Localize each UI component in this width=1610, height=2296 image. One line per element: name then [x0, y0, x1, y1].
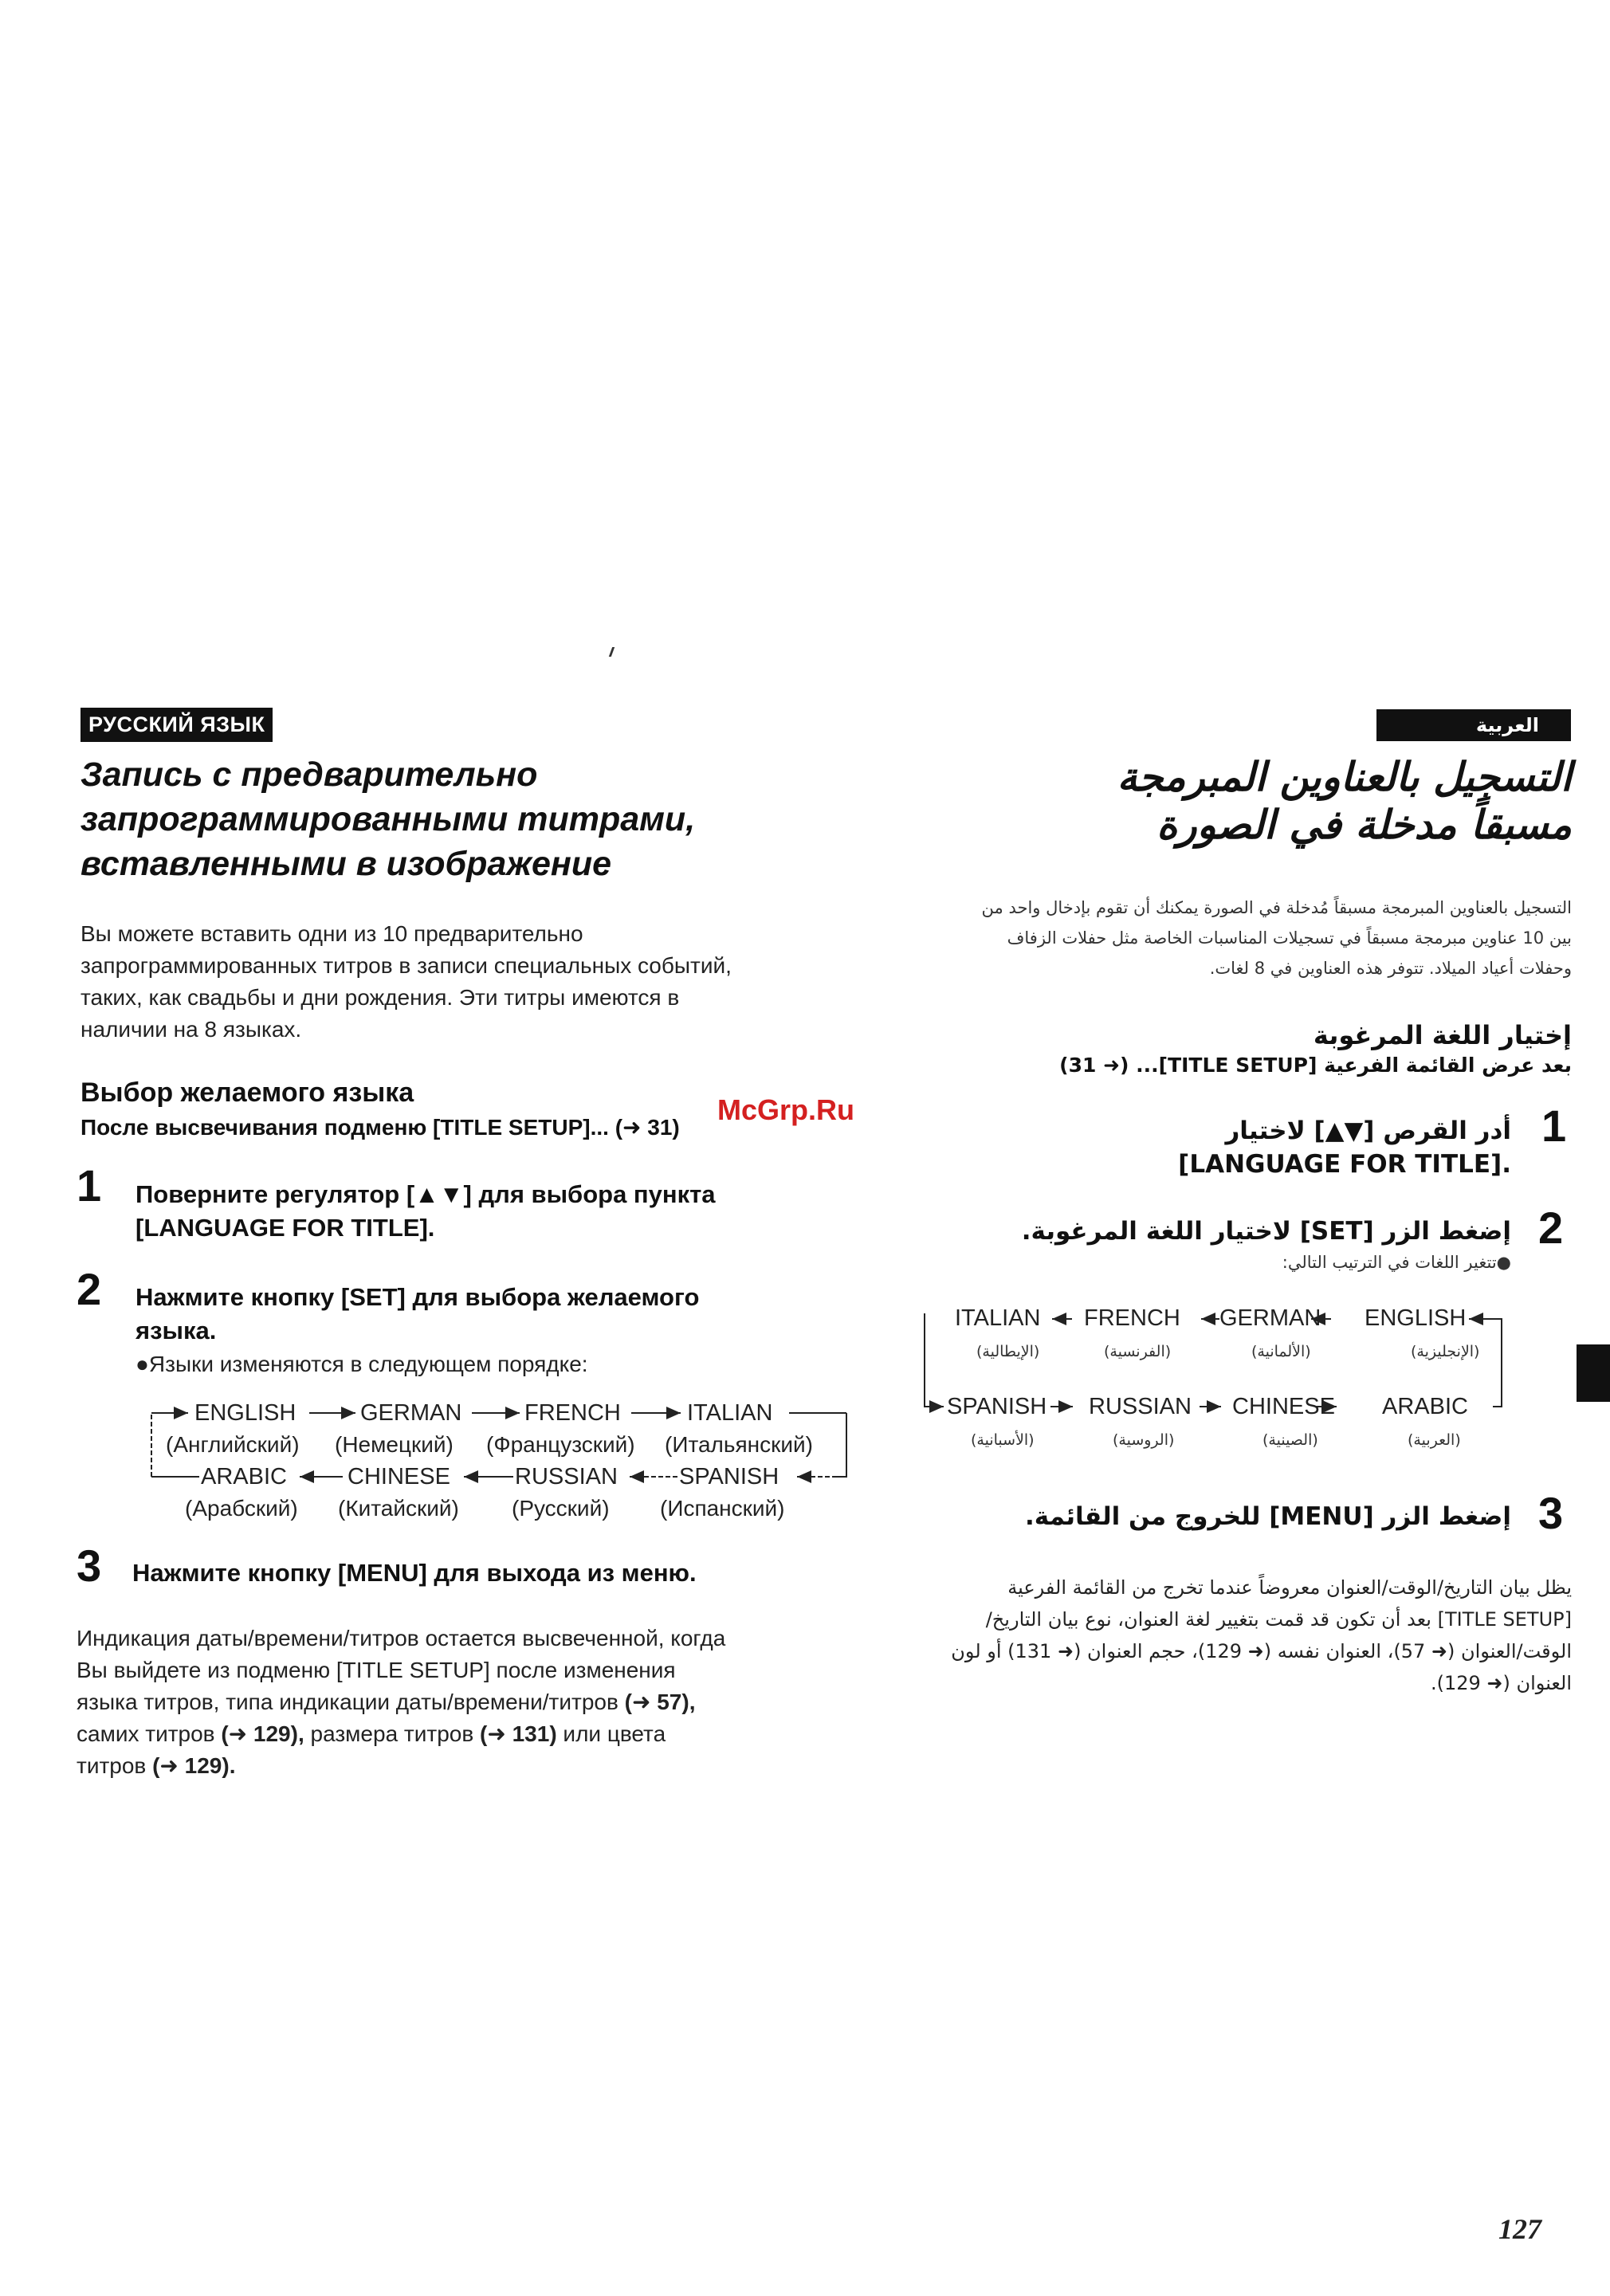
russian-language-badge: РУССКИЙ ЯЗЫК	[80, 708, 273, 742]
russian-subheading: Выбор желаемого языка	[80, 1077, 414, 1108]
cycle-lang-translation: (Французский)	[486, 1432, 635, 1457]
step-note: ●تتغير اللغات في الترتيب التالي:	[1282, 1253, 1511, 1272]
cycle-lang-translation: (الصينية)	[1262, 1431, 1318, 1449]
arabic-badge-label: العربية	[1475, 714, 1539, 736]
cycle-lang-translation: (Немецкий)	[335, 1432, 454, 1457]
step-number: 3	[1538, 1488, 1564, 1538]
note-line: العنوان (➜ 129).	[1430, 1672, 1572, 1694]
step-line: Нажмите кнопку [SET] для выбора желаемого	[135, 1283, 700, 1311]
arabic-title	[854, 753, 1572, 849]
title-line: Запись с предварительно	[80, 756, 538, 794]
cycle-lang-translation: (Арабский)	[185, 1496, 298, 1521]
step-text	[953, 1500, 1511, 1533]
step-line: Нажмите кнопку [MENU] для выхода из меню.	[132, 1559, 697, 1587]
cycle-lang: ITALIAN	[955, 1305, 1041, 1331]
cycle-lang-translation: (Испанский)	[660, 1496, 785, 1521]
cycle-lang: ENGLISH	[1365, 1305, 1467, 1331]
cycle-lang: RUSSIAN	[515, 1464, 618, 1489]
note-line: الوقت/العنوان (➜ 57)، العنوان نفسه (➜ 129)، حجم العنوان (➜ 131) أو لون	[951, 1640, 1572, 1662]
section-edge-tab	[1577, 1344, 1610, 1402]
arabic-closing-note	[918, 1572, 1572, 1699]
step-line: أدر القرص [▼▲] لاختيار	[1225, 1117, 1511, 1145]
step-line: إضغط الزر [MENU] للخروج من القائمة.	[1025, 1502, 1511, 1531]
cycle-lang: FRENCH	[524, 1400, 621, 1426]
cycle-lang: GERMAN	[360, 1400, 462, 1426]
step-note: ●Языки изменяются в следующем порядке:	[135, 1352, 588, 1376]
cycle-lang-translation: (Английский)	[166, 1432, 300, 1457]
intro-line: وحفلات أعياد الميلاد. تتوفر هذه العناوين في 8 لغات.	[1209, 959, 1572, 978]
note-line: языка титров, типа индикации даты/времени/титров (➜ 57),	[77, 1690, 696, 1714]
step-number: 3	[77, 1540, 102, 1591]
step-text	[953, 1215, 1511, 1248]
intro-line: таких, как свадьбы и дни рождения. Эти титры имеются в	[80, 985, 680, 1010]
note-line: يظل بيان التاريخ/الوقت/العنوان معروضاً عندما تخرج من القائمة الفرعية	[1007, 1576, 1572, 1599]
note-line: самих титров (➜ 129), размера титров (➜ 131) или цвета	[77, 1721, 666, 1746]
cycle-lang: FRENCH	[1084, 1305, 1180, 1331]
intro-line: запрограммированных титров в записи специальных событий,	[80, 953, 732, 978]
title-line: التسجيل بالعناوين المبرمجة	[1117, 754, 1572, 800]
cycle-lang-translation: (Итальянский)	[665, 1432, 813, 1457]
cycle-lang-translation: (الألمانية)	[1251, 1343, 1311, 1360]
page-ref[interactable]: (➜ 131)	[480, 1721, 557, 1746]
cycle-lang: CHINESE	[1232, 1394, 1335, 1419]
cycle-lang: RUSSIAN	[1089, 1394, 1192, 1419]
title-line: مسبقاً مدخلة في الصورة	[1156, 802, 1572, 848]
cycle-lang-translation: (العربية)	[1408, 1431, 1461, 1449]
cycle-lang-translation: (الإيطالية)	[976, 1343, 1040, 1360]
cycle-lang-translation: (الإنجليزية)	[1411, 1343, 1480, 1360]
cycle-lang: SPANISH	[947, 1394, 1047, 1419]
step-number: 2	[77, 1264, 102, 1314]
cycle-lang-translation: (الفرنسية)	[1104, 1343, 1172, 1360]
watermark: McGrp.Ru	[717, 1093, 855, 1126]
arabic-subheading: إختيار اللغة المرغوبة	[1313, 1020, 1572, 1050]
russian-after-submenu: После высвечивания подменю [TITLE SETUP]... (➜ 31)	[80, 1115, 680, 1140]
cycle-lang-translation: (Китайский)	[338, 1496, 459, 1521]
step-line: [LANGUAGE FOR TITLE].	[135, 1214, 435, 1242]
step-number: 2	[1538, 1203, 1564, 1253]
note-line: [TITLE SETUP] بعد أن تكون قد قمت بتغيير لغة العنوان، نوع بيان التاريخ/	[985, 1608, 1572, 1631]
cycle-lang-translation: (Русский)	[512, 1496, 610, 1521]
note-line: титров (➜ 129).	[77, 1753, 236, 1778]
arabic-after-submenu: بعد عرض القائمة الفرعية [TITLE SETUP]... (➜ 31)	[1059, 1054, 1572, 1077]
step-line: .[LANGUAGE FOR TITLE]	[1178, 1150, 1511, 1179]
cycle-lang: ARABIC	[1382, 1394, 1468, 1419]
step-text	[132, 1556, 850, 1590]
step-number: 1	[1541, 1101, 1567, 1151]
cycle-lang: SPANISH	[679, 1464, 779, 1489]
cycle-lang: GERMAN	[1219, 1305, 1321, 1331]
title-line: запрограммированными титрами,	[80, 800, 696, 838]
step-line: إضغط الزر [SET] لاختيار اللغة المرغوبة.	[1021, 1217, 1511, 1246]
page-ref[interactable]: (➜ 129).	[152, 1753, 236, 1778]
step-text	[1033, 1114, 1511, 1181]
russian-closing-note	[77, 1623, 866, 1782]
intro-line: Вы можете вставить одни из 10 предварительно	[80, 921, 583, 946]
arabic-language-badge	[1376, 709, 1571, 741]
cycle-lang: CHINESE	[348, 1464, 450, 1489]
cycle-lang-translation: (الروسية)	[1113, 1431, 1175, 1449]
page-ref[interactable]: (➜ 57),	[624, 1690, 696, 1714]
intro-line: بين 10 عناوين مبرمجة مسبقاً في تسجيلات المناسبات الخاصة مثل حفلات الزفاف	[1007, 928, 1572, 948]
page-ref[interactable]: (➜ 129),	[221, 1721, 304, 1746]
step-line: языка.	[135, 1317, 217, 1344]
intro-line: التسجيل بالعناوين المبرمجة مسبقاً مُدخلة في الصورة يمكنك أن تقوم بإدخال واحد من	[981, 898, 1572, 917]
cycle-lang: ENGLISH	[194, 1400, 296, 1426]
note-line: Вы выйдете из подменю [TITLE SETUP] после изменения	[77, 1658, 676, 1682]
note-line: Индикация даты/времени/титров остается высвеченной, когда	[77, 1626, 726, 1650]
step-number: 1	[77, 1160, 102, 1211]
cycle-lang: ITALIAN	[687, 1400, 773, 1426]
page-number: 127	[1498, 2213, 1541, 2245]
step-line: Поверните регулятор [▲▼] для выбора пункта	[135, 1180, 716, 1208]
intro-line: наличии на 8 языках.	[80, 1017, 302, 1042]
cycle-lang: ARABIC	[201, 1464, 287, 1489]
cycle-lang-translation: (الأسبانية)	[971, 1431, 1035, 1449]
arabic-intro	[918, 893, 1572, 983]
title-line: вставленными в изображение	[80, 845, 612, 883]
